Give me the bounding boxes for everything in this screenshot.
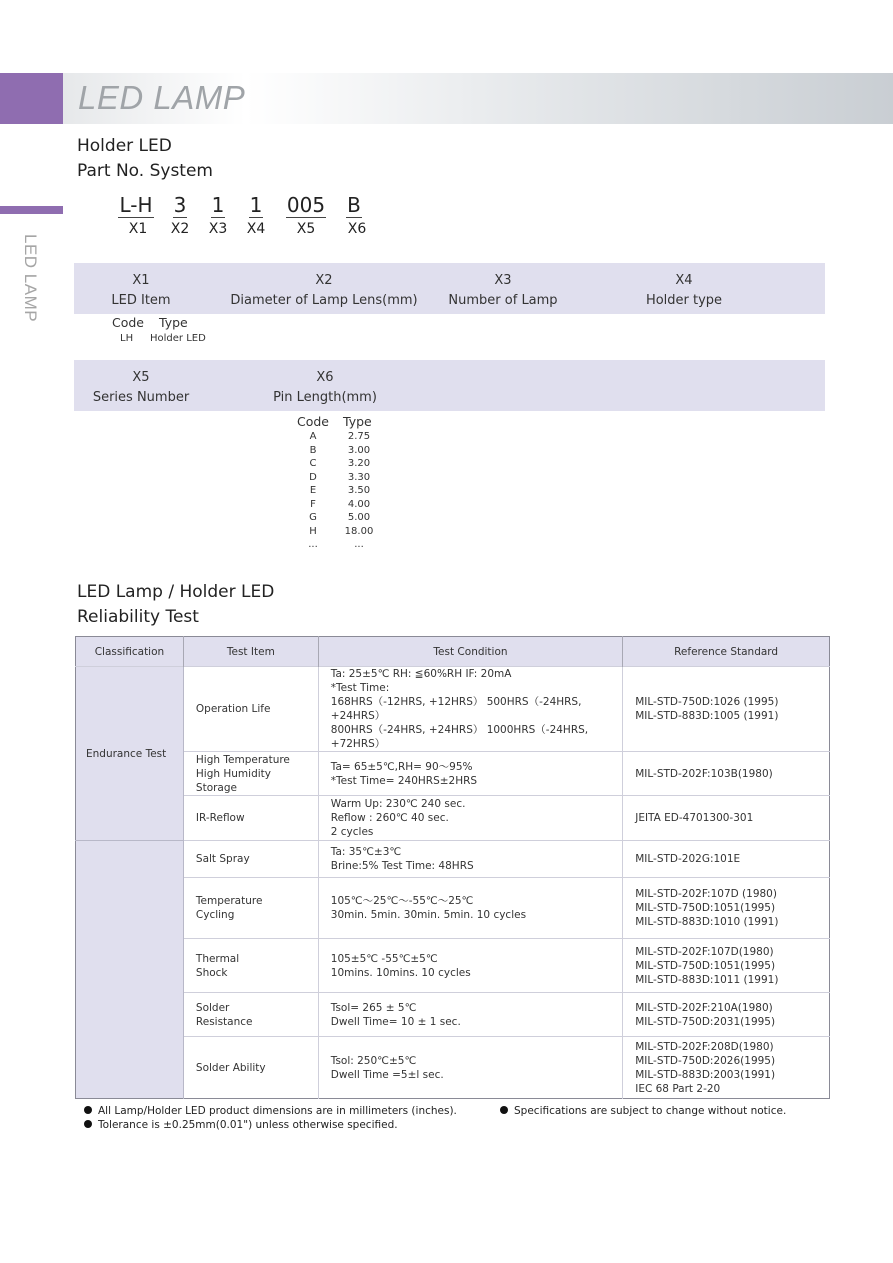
pn-label-x3: X3: [208, 221, 228, 237]
x6-code-cell: E: [309, 485, 317, 496]
classification-endurance: Endurance Test: [76, 667, 184, 841]
test-item-cell: Thermal Shock: [183, 939, 318, 993]
section-title-holder-led: [77, 134, 213, 184]
reference-standard-cell: MIL-STD-202F:107D(1980) MIL-STD-750D:1051(1995) MIL-STD-883D:1011 (1991): [623, 939, 830, 993]
footnote-specifications: Specifications are subject to change without notice.: [500, 1105, 786, 1117]
band1-col-x4: X4 Holder type: [645, 273, 723, 308]
test-condition-cell: Tsol: 250℃±5℃ Dwell Time =5±l sec.: [318, 1037, 622, 1099]
x6-code-cell: ...: [308, 539, 318, 550]
pn-segment-x5: 005: [286, 193, 326, 217]
page-title: LED LAMP: [78, 79, 246, 116]
table-row: [76, 1037, 830, 1099]
reliability-table: [75, 636, 830, 1099]
table-row: [76, 939, 830, 993]
band2-col-x6: X6 Pin Length(mm): [273, 370, 377, 405]
test-item-cell: Temperature Cycling: [183, 878, 318, 939]
x6-type-cell: 3.30: [347, 471, 371, 483]
x6-code-header: Code: [297, 414, 330, 429]
section-title-line2: Reliability Test: [77, 607, 199, 627]
side-label: [12, 234, 42, 354]
test-item-cell: Salt Spray: [183, 841, 318, 878]
bullet-icon: [84, 1120, 92, 1128]
x6-type-cell: ...: [354, 539, 364, 550]
header-reference-standard: Reference Standard: [623, 637, 830, 667]
side-label-text: LED LAMP: [21, 234, 40, 323]
reference-standard-cell: MIL-STD-202F:210A(1980) MIL-STD-750D:2031(1995): [623, 993, 830, 1037]
pn-segment-x3: 1: [211, 193, 225, 217]
section-title-line1: LED Lamp / Holder LED: [77, 582, 275, 602]
x6-code-cell: B: [309, 444, 317, 456]
x6-type-cell: 3.20: [347, 458, 371, 469]
bullet-icon: [500, 1106, 508, 1114]
pn-label-x6: X6: [347, 221, 367, 237]
table-row: [76, 841, 830, 878]
band1-col-x2: X2 Diameter of Lamp Lens(mm): [230, 273, 418, 308]
pn-segment-x4: 1: [249, 193, 263, 217]
header-classification: Classification: [76, 637, 184, 667]
test-item-cell: Operation Life: [183, 667, 318, 752]
pn-label-x4: X4: [246, 221, 266, 237]
x6-code-cell: G: [309, 512, 317, 523]
test-item-cell: High Temperature High Humidity Storage: [183, 752, 318, 796]
reference-standard-cell: MIL-STD-202F:107D (1980) MIL-STD-750D:1051(1995) MIL-STD-883D:1010 (1991): [623, 878, 830, 939]
reference-standard-cell: MIL-STD-202F:208D(1980) MIL-STD-750D:2026(1995) MIL-STD-883D:2003(1991) IEC 68 Part 2-20: [623, 1037, 830, 1099]
test-condition-cell: Ta: 35℃±3℃ Brine:5% Test Time: 48HRS: [318, 841, 622, 878]
reference-standard-cell: MIL-STD-202G:101E: [623, 841, 830, 878]
section-title-line1: Holder LED: [77, 136, 172, 156]
test-condition-cell: Ta= 65±5℃,RH= 90～95% *Test Time= 240HRS±2HRS: [318, 752, 622, 796]
reference-standard-cell: MIL-STD-750D:1026 (1995) MIL-STD-883D:1005 (1991): [623, 667, 830, 752]
table-header-row: [76, 637, 830, 667]
table-row: [76, 878, 830, 939]
bullet-icon: [84, 1106, 92, 1114]
x1-type-header: Type: [159, 315, 188, 330]
reference-standard-cell: MIL-STD-202F:103B(1980): [623, 752, 830, 796]
side-accent-bar: [0, 206, 63, 214]
x6-code-cell: D: [309, 471, 317, 483]
x6-type-cell: 3.50: [347, 485, 371, 496]
test-condition-cell: Warm Up: 230℃ 240 sec. Reflow : 260℃ 40 sec. 2 cycles: [318, 796, 622, 841]
x6-type-cell: 5.00: [347, 512, 371, 523]
x6-code-cell: A: [309, 431, 317, 442]
pn-label-x2: X2: [170, 221, 190, 237]
footnote-tolerance: Tolerance is ±0.25mm(0.01") unless otherwise specified.: [84, 1119, 398, 1131]
x6-type-header: Type: [343, 414, 372, 429]
test-item-cell: IR-Reflow: [183, 796, 318, 841]
x6-code-cell: F: [310, 498, 316, 510]
x6-code-column: [300, 430, 326, 552]
section-title-line2: Part No. System: [77, 161, 213, 181]
x6-type-cell: 4.00: [347, 498, 371, 510]
pn-label-x5: X5: [296, 221, 316, 237]
pn-segment-x6: B: [347, 193, 361, 217]
pn-label-x1: X1: [128, 221, 148, 237]
header-test-item: Test Item: [183, 637, 318, 667]
table-row: [76, 796, 830, 841]
x1-code-header: Code: [112, 315, 145, 330]
table-row: [76, 752, 830, 796]
band1-col-x3: X3 Number of Lamp: [448, 273, 558, 308]
table-row: [76, 993, 830, 1037]
footnote-dimensions: All Lamp/Holder LED product dimensions are in millimeters (inches).: [84, 1105, 457, 1117]
x6-type-cell: 18.00: [344, 525, 374, 537]
test-condition-cell: Tsol= 265 ± 5℃ Dwell Time= 10 ± 1 sec.: [318, 993, 622, 1037]
test-item-cell: Solder Ability: [183, 1037, 318, 1099]
x6-code-cell: H: [309, 525, 317, 537]
test-item-cell: Solder Resistance: [183, 993, 318, 1037]
test-condition-cell: Ta: 25±5℃ RH: ≦60%RH IF: 20mA *Test Time: 168HRS（-12HRS, +12HRS） 500HRS（-24HRS, +24HRS） 800HRS（-24HRS, +24HRS） 1000HRS（-24HRS, +72HRS）: [318, 667, 622, 752]
x6-type-cell: 3.00: [347, 444, 371, 456]
band1-col-x1: X1 LED Item: [111, 273, 171, 308]
table-row: [76, 667, 830, 752]
x1-row-type: Holder LED: [150, 333, 206, 344]
pn-segment-x1: L-H: [119, 193, 153, 217]
x1-row-code: LH: [120, 333, 134, 344]
section-title-reliability: [77, 580, 274, 630]
header-test-condition: Test Condition: [318, 637, 622, 667]
reference-standard-cell: JEITA ED-4701300-301: [623, 796, 830, 841]
test-condition-cell: 105±5℃ -55℃±5℃ 10mins. 10mins. 10 cycles: [318, 939, 622, 993]
test-condition-cell: 105℃～25℃～-55℃～25℃ 30min. 5min. 30min. 5min. 10 cycles: [318, 878, 622, 939]
classification-blank: [76, 841, 184, 1099]
band2-col-x5: X5 Series Number: [92, 370, 190, 405]
pn-segment-x2: 3: [173, 193, 187, 217]
x6-type-cell: 2.75: [347, 431, 371, 442]
header-accent-block: [0, 73, 63, 124]
x6-code-cell: C: [309, 458, 317, 469]
x6-type-column: [340, 430, 378, 552]
